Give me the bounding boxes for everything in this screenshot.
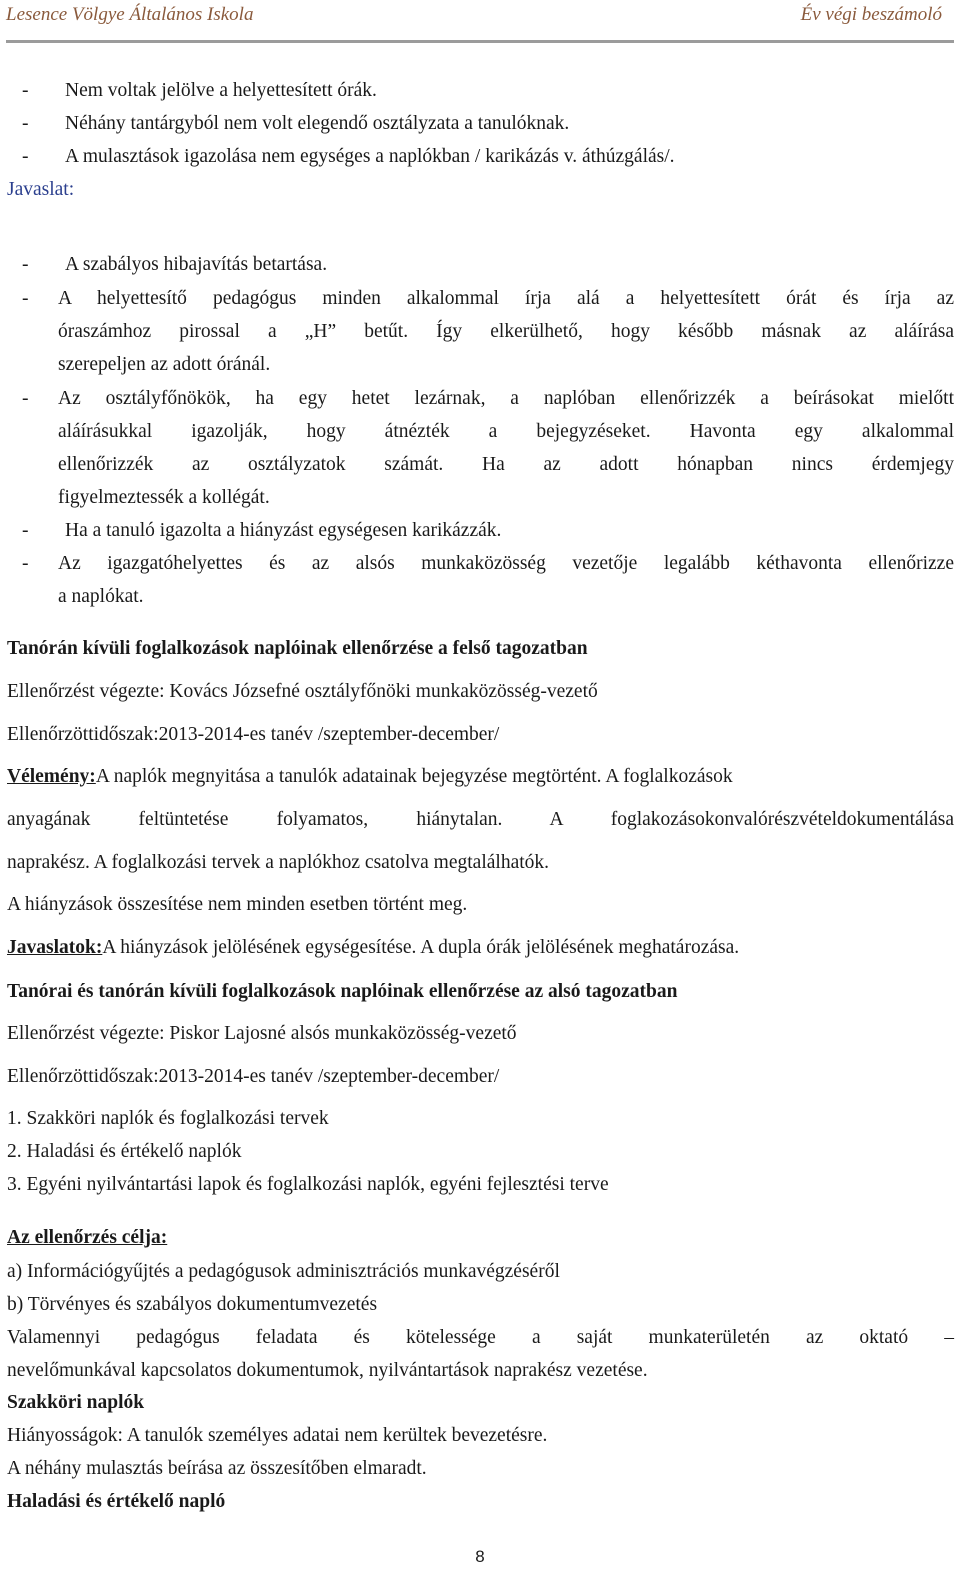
section-title-upper: Tanórán kívüli foglalkozások naplóinak ellenőrzése a felső tagozatban xyxy=(7,638,588,659)
list-item-line: figyelmeztessék a kollégát. xyxy=(58,487,270,508)
list-item-line: ellenőrizzék az osztályzatok számát. Ha az adott hónapban nincs érdemjegy xyxy=(58,454,954,475)
list-item-line: Az osztályfőnökök, ha egy hetet lezárnak, a naplóban ellenőrizzék a beírásokat mielőtt xyxy=(58,388,954,409)
opinion-line: anyagának feltüntetése folyamatos, hiánytalan. A foglakozásokonvalórészvételdokumentálása xyxy=(7,809,954,830)
goal-heading: Az ellenőrzés célja: xyxy=(7,1227,168,1248)
absence-note: A hiányzások összesítése nem minden esetben történt meg. xyxy=(7,894,468,915)
opinion-label: Vélemény: xyxy=(7,766,96,787)
missing-line: A néhány mulasztás beírása az összesítőben elmaradt. xyxy=(7,1458,427,1479)
list-item-line: a naplókat. xyxy=(58,586,144,607)
section-title-lower: Tanórai és tanórán kívüli foglalkozások naplóinak ellenőrzése az alsó tagozatban xyxy=(7,981,678,1002)
deficiency-line: Hiányosságok: A tanulók személyes adatai nem kerültek bevezetésre. xyxy=(7,1425,548,1446)
numbered-item: 1. Szakköri naplók és foglalkozási tervek xyxy=(7,1108,329,1129)
list-item-line: Az igazgatóhelyettes és az alsós munkaközösség vezetője legalább kéthavonta ellenőrizze xyxy=(58,553,954,574)
haladasi-heading: Haladási és értékelő napló xyxy=(7,1491,226,1512)
suggestions-label: Javaslatok: xyxy=(7,937,103,958)
paragraph-line: Valamennyi pedagógus feladata és kötelessége a saját munkaterületén az oktató – xyxy=(7,1327,954,1348)
checked-by-lower: Ellenőrzést végezte: Piskor Lajosné alsós munkaközösség-vezető xyxy=(7,1023,517,1044)
numbered-item: 2. Haladási és értékelő naplók xyxy=(7,1141,242,1162)
list-item-line: szerepeljen az adott óránál. xyxy=(58,354,271,375)
list-item-line: aláírásukkal igazolják, hogy átnézték a bejegyzéseket. Havonta egy alkalommal xyxy=(58,421,954,442)
period-upper: Ellenőrzöttidőszak:2013-2014-es tanév /szeptember-december/ xyxy=(7,724,500,745)
header-report-title: Év végi beszámoló xyxy=(800,4,942,25)
page-number: 8 xyxy=(475,1547,485,1566)
list-item-line: A helyettesítő pedagógus minden alkalommal írja alá a helyettesített órát és írja az xyxy=(58,288,954,309)
opinion-line: naprakész. A foglalkozási tervek a naplókhoz csatolva megtalálhatók. xyxy=(7,852,550,873)
goal-item: a) Információgyűjtés a pedagógusok adminisztrációs munkavégzéséről xyxy=(7,1261,560,1282)
goal-item: b) Törvényes és szabályos dokumentumvezetés xyxy=(7,1294,378,1315)
period-lower: Ellenőrzöttidőszak:2013-2014-es tanév /szeptember-december/ xyxy=(7,1066,500,1087)
list-item-line: óraszámhoz pirossal a „H” betűt. Így elkerülhető, hogy később másnak az aláírása xyxy=(58,321,954,342)
paragraph-line: nevelőmunkával kapcsolatos dokumentumok, nyilvántartások naprakész vezetése. xyxy=(7,1360,648,1381)
checked-by-upper: Ellenőrzést végezte: Kovács Józsefné osztályfőnöki munkaközösség-vezető xyxy=(7,681,598,702)
numbered-item: 3. Egyéni nyilvántartási lapok és foglalkozási naplók, egyéni fejlesztési terve xyxy=(7,1174,609,1195)
suggestions-line: Javaslatok:A hiányzások jelölésének egységesítése. A dupla órák jelölésének meghatározása. xyxy=(7,937,740,958)
header-school-name: Lesence Völgye Általános Iskola xyxy=(6,4,254,25)
opinion-line: Vélemény:A naplók megnyitása a tanulók adatainak bejegyzése megtörtént. A foglalkozások xyxy=(7,766,733,787)
javaslat-heading: Javaslat: xyxy=(7,179,75,200)
page-header xyxy=(6,0,954,43)
szakkori-heading: Szakköri naplók xyxy=(7,1392,145,1413)
